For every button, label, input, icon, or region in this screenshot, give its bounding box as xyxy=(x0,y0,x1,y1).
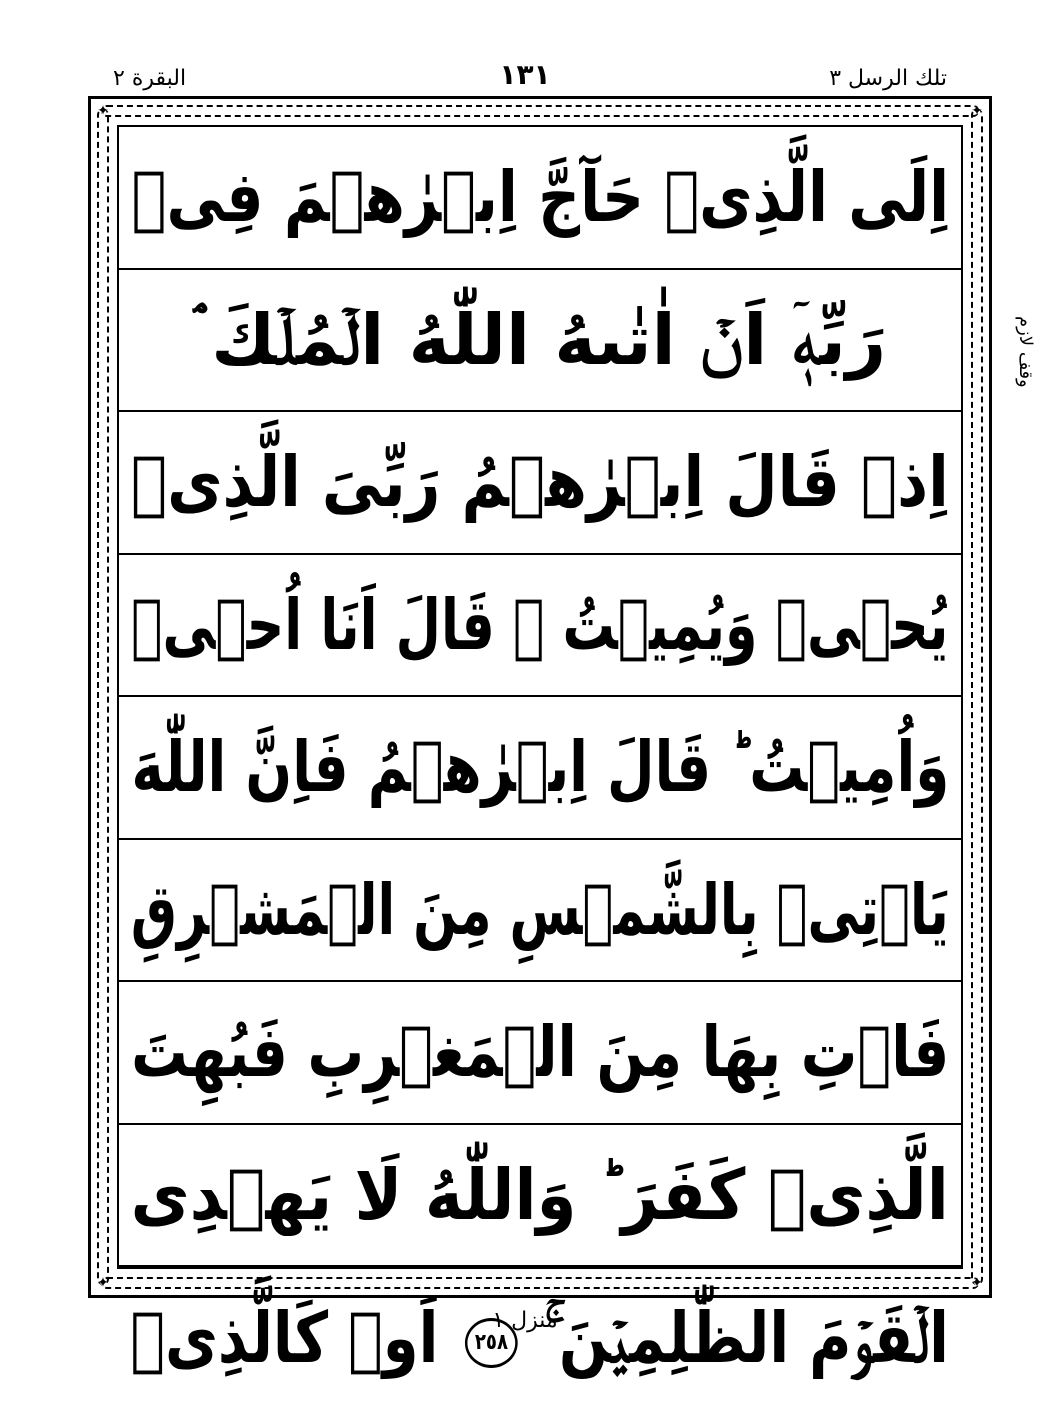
verse-line-8 xyxy=(119,1125,961,1268)
verse-line-2 xyxy=(119,270,961,413)
verse-line-6 xyxy=(119,840,961,983)
juz-name: تلك الرسل ٣ xyxy=(829,66,947,91)
page-header xyxy=(95,58,955,92)
page-number: ١٣١ xyxy=(499,58,551,91)
corner-ornament-icon: ✦ xyxy=(97,103,109,119)
corner-ornament-icon: ✦ xyxy=(971,1275,983,1291)
verse-line-3 xyxy=(119,412,961,555)
verse-text: فَاۡتِ بِهَا مِنَ الۡمَغۡرِبِ فَبُهِتَ xyxy=(130,1011,950,1094)
verse-text-before-marker: الۡقَوۡمَ الظّٰلِمِيۡنَ ۚ xyxy=(544,1297,950,1380)
verse-line-9 xyxy=(119,1267,961,1410)
verse-line-7 xyxy=(119,982,961,1125)
border-ornament-left xyxy=(97,109,109,1285)
verse-line-4 xyxy=(119,555,961,698)
border-ornament-right xyxy=(971,109,983,1285)
surah-name: البقرة ٢ xyxy=(113,66,187,91)
verse-text: يُحۡىٖ وَيُمِيۡتُ ۙ قَالَ اَنَا اُحۡىٖ xyxy=(131,583,949,666)
corner-ornament-icon: ✦ xyxy=(971,103,983,119)
verse-text: الَّذِىۡ كَفَرَ ‌ؕ وَاللّٰهُ لَا يَهۡدِى xyxy=(130,1153,950,1236)
ayah-number-marker: ٢٥٨ xyxy=(465,1318,518,1368)
page-footer: منزل ١ xyxy=(492,1308,558,1333)
verse-text-after-marker: اَوۡ كَالَّذِىۡ xyxy=(130,1297,439,1380)
margin-note: وقف لازم xyxy=(1015,316,1036,388)
verse-text: يَاۡتِىۡ بِالشَّمۡسِ مِنَ الۡمَشۡرِقِ xyxy=(131,868,949,951)
verse-text: اِذۡ قَالَ اِبۡرٰهٖمُ رَبِّىَ الَّذِىۡ xyxy=(131,441,949,524)
verse-line-1 xyxy=(119,127,961,270)
corner-ornament-icon: ✦ xyxy=(97,1275,109,1291)
verse-text: رَبِّهٖۤ اَنۡ اٰتٰٮهُ اللّٰهُ الۡمُلۡكَ ۘ xyxy=(193,298,887,381)
verse-text: وَاُمِيۡتُ ‌ؕ قَالَ اِبۡرٰهٖمُ فَاِنَّ اللّٰهَ xyxy=(131,726,949,809)
verse-text: اِلَى الَّذِىۡ حَآجَّ اِبۡرٰهٖمَ فِىۡ xyxy=(131,156,949,239)
verse-line-5 xyxy=(119,697,961,840)
border-ornament-top xyxy=(101,105,979,117)
